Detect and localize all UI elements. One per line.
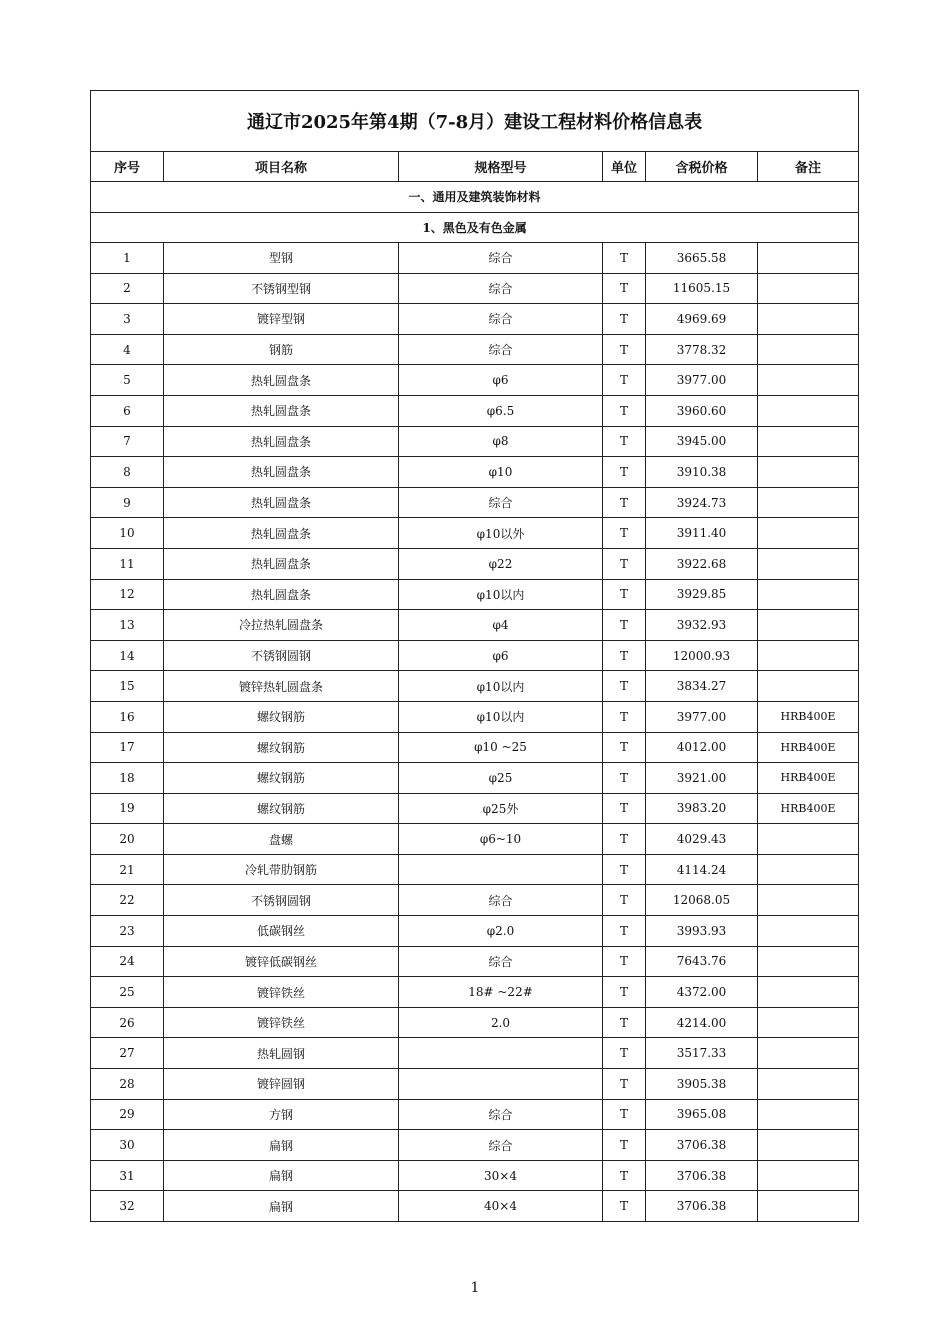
cell-name: 镀锌圆钢 xyxy=(164,1069,399,1100)
cell-name: 镀锌铁丝 xyxy=(164,1007,399,1038)
cell-remark xyxy=(758,243,859,274)
cell-spec: 2.0 xyxy=(399,1007,603,1038)
cell-spec: 综合 xyxy=(399,304,603,335)
cell-name: 冷轧带肋钢筋 xyxy=(164,854,399,885)
cell-spec: 综合 xyxy=(399,334,603,365)
cell-spec: φ6 xyxy=(399,365,603,396)
cell-remark xyxy=(758,426,859,457)
cell-spec: φ25 xyxy=(399,763,603,794)
cell-unit: T xyxy=(603,824,646,855)
cell-remark xyxy=(758,1038,859,1069)
header-price: 含税价格 xyxy=(646,152,758,182)
cell-name: 冷拉热轧圆盘条 xyxy=(164,610,399,641)
cell-seq: 9 xyxy=(91,487,164,518)
cell-remark xyxy=(758,304,859,335)
table-row xyxy=(91,1099,859,1130)
cell-seq: 25 xyxy=(91,977,164,1008)
cell-spec: 综合 xyxy=(399,1130,603,1161)
cell-name: 螺纹钢筋 xyxy=(164,793,399,824)
cell-remark xyxy=(758,1191,859,1222)
cell-price: 3910.38 xyxy=(646,457,758,488)
table-row xyxy=(91,610,859,641)
cell-unit: T xyxy=(603,977,646,1008)
cell-seq: 5 xyxy=(91,365,164,396)
cell-name: 低碳钢丝 xyxy=(164,916,399,947)
cell-name: 热轧圆盘条 xyxy=(164,457,399,488)
cell-remark xyxy=(758,548,859,579)
table-title: 通辽市2025年第4期（7-8月）建设工程材料价格信息表 xyxy=(91,91,859,152)
cell-remark: HRB400E xyxy=(758,763,859,794)
cell-price: 3945.00 xyxy=(646,426,758,457)
cell-spec: φ10以内 xyxy=(399,701,603,732)
table-row xyxy=(91,579,859,610)
cell-price: 4114.24 xyxy=(646,854,758,885)
table-row xyxy=(91,548,859,579)
cell-name: 镀锌热轧圆盘条 xyxy=(164,671,399,702)
cell-price: 3924.73 xyxy=(646,487,758,518)
page-number: 1 xyxy=(470,1280,480,1296)
cell-seq: 16 xyxy=(91,701,164,732)
cell-remark xyxy=(758,1069,859,1100)
cell-seq: 4 xyxy=(91,334,164,365)
cell-name: 钢筋 xyxy=(164,334,399,365)
cell-unit: T xyxy=(603,548,646,579)
cell-unit: T xyxy=(603,1007,646,1038)
cell-name: 热轧圆钢 xyxy=(164,1038,399,1069)
table-row xyxy=(91,426,859,457)
cell-unit: T xyxy=(603,1191,646,1222)
cell-price: 12000.93 xyxy=(646,640,758,671)
cell-unit: T xyxy=(603,946,646,977)
cell-seq: 27 xyxy=(91,1038,164,1069)
cell-remark xyxy=(758,1130,859,1161)
cell-unit: T xyxy=(603,1099,646,1130)
cell-unit: T xyxy=(603,793,646,824)
cell-seq: 6 xyxy=(91,395,164,426)
cell-name: 热轧圆盘条 xyxy=(164,487,399,518)
cell-spec: 30×4 xyxy=(399,1160,603,1191)
cell-spec: φ10以内 xyxy=(399,579,603,610)
cell-name: 型钢 xyxy=(164,243,399,274)
cell-price: 3834.27 xyxy=(646,671,758,702)
cell-spec xyxy=(399,1069,603,1100)
cell-seq: 14 xyxy=(91,640,164,671)
cell-unit: T xyxy=(603,1038,646,1069)
cell-name: 热轧圆盘条 xyxy=(164,579,399,610)
cell-seq: 1 xyxy=(91,243,164,274)
cell-price: 3517.33 xyxy=(646,1038,758,1069)
cell-price: 4969.69 xyxy=(646,304,758,335)
table-row xyxy=(91,457,859,488)
cell-unit: T xyxy=(603,273,646,304)
table-row xyxy=(91,1069,859,1100)
cell-unit: T xyxy=(603,671,646,702)
cell-spec: φ10以内 xyxy=(399,671,603,702)
cell-spec: 综合 xyxy=(399,946,603,977)
table-row xyxy=(91,977,859,1008)
cell-price: 7643.76 xyxy=(646,946,758,977)
cell-remark: HRB400E xyxy=(758,732,859,763)
cell-spec: φ22 xyxy=(399,548,603,579)
table-row xyxy=(91,1007,859,1038)
table-row xyxy=(91,304,859,335)
header-spec: 规格型号 xyxy=(399,152,603,182)
table-row xyxy=(91,273,859,304)
cell-unit: T xyxy=(603,854,646,885)
section-sub-title: 1、黑色及有色金属 xyxy=(91,212,859,243)
cell-unit: T xyxy=(603,334,646,365)
cell-unit: T xyxy=(603,701,646,732)
cell-spec: 综合 xyxy=(399,487,603,518)
cell-seq: 17 xyxy=(91,732,164,763)
cell-name: 热轧圆盘条 xyxy=(164,518,399,549)
cell-remark xyxy=(758,579,859,610)
section-main-title: 一、通用及建筑装饰材料 xyxy=(91,182,859,213)
cell-remark xyxy=(758,273,859,304)
cell-seq: 30 xyxy=(91,1130,164,1161)
header-unit: 单位 xyxy=(603,152,646,182)
cell-price: 3706.38 xyxy=(646,1191,758,1222)
cell-seq: 10 xyxy=(91,518,164,549)
table-row xyxy=(91,365,859,396)
cell-name: 不锈钢圆钢 xyxy=(164,640,399,671)
cell-seq: 21 xyxy=(91,854,164,885)
cell-remark xyxy=(758,977,859,1008)
cell-seq: 11 xyxy=(91,548,164,579)
cell-unit: T xyxy=(603,304,646,335)
cell-unit: T xyxy=(603,487,646,518)
table-row xyxy=(91,487,859,518)
header-seq: 序号 xyxy=(91,152,164,182)
cell-remark xyxy=(758,946,859,977)
cell-price: 3977.00 xyxy=(646,701,758,732)
cell-spec: φ10 xyxy=(399,457,603,488)
cell-remark: HRB400E xyxy=(758,793,859,824)
cell-unit: T xyxy=(603,640,646,671)
cell-seq: 28 xyxy=(91,1069,164,1100)
cell-seq: 18 xyxy=(91,763,164,794)
cell-spec: 综合 xyxy=(399,885,603,916)
cell-remark xyxy=(758,916,859,947)
table-body xyxy=(91,182,859,1222)
table-row xyxy=(91,395,859,426)
cell-seq: 20 xyxy=(91,824,164,855)
cell-remark xyxy=(758,1007,859,1038)
cell-price: 3665.58 xyxy=(646,243,758,274)
cell-price: 3932.93 xyxy=(646,610,758,641)
cell-price: 4029.43 xyxy=(646,824,758,855)
table-row xyxy=(91,854,859,885)
cell-unit: T xyxy=(603,518,646,549)
cell-unit: T xyxy=(603,610,646,641)
cell-seq: 22 xyxy=(91,885,164,916)
cell-remark xyxy=(758,1099,859,1130)
cell-unit: T xyxy=(603,365,646,396)
table-row xyxy=(91,334,859,365)
cell-seq: 13 xyxy=(91,610,164,641)
cell-price: 3960.60 xyxy=(646,395,758,426)
price-table xyxy=(90,90,859,1222)
cell-name: 热轧圆盘条 xyxy=(164,548,399,579)
cell-seq: 8 xyxy=(91,457,164,488)
table-row xyxy=(91,243,859,274)
section-row-main xyxy=(91,182,859,213)
cell-price: 3921.00 xyxy=(646,763,758,794)
table-row xyxy=(91,1191,859,1222)
cell-unit: T xyxy=(603,1130,646,1161)
header-remark: 备注 xyxy=(758,152,859,182)
cell-spec: φ6~10 xyxy=(399,824,603,855)
cell-seq: 2 xyxy=(91,273,164,304)
cell-name: 热轧圆盘条 xyxy=(164,365,399,396)
cell-spec: φ8 xyxy=(399,426,603,457)
cell-seq: 24 xyxy=(91,946,164,977)
cell-seq: 31 xyxy=(91,1160,164,1191)
cell-spec: 综合 xyxy=(399,243,603,274)
cell-price: 3905.38 xyxy=(646,1069,758,1100)
cell-remark xyxy=(758,1160,859,1191)
cell-seq: 12 xyxy=(91,579,164,610)
cell-unit: T xyxy=(603,579,646,610)
table-row xyxy=(91,701,859,732)
cell-spec: φ2.0 xyxy=(399,916,603,947)
cell-price: 4214.00 xyxy=(646,1007,758,1038)
cell-remark xyxy=(758,518,859,549)
table-row xyxy=(91,518,859,549)
table-row xyxy=(91,671,859,702)
cell-spec: φ10以外 xyxy=(399,518,603,549)
cell-remark xyxy=(758,395,859,426)
cell-remark xyxy=(758,334,859,365)
cell-seq: 7 xyxy=(91,426,164,457)
cell-seq: 19 xyxy=(91,793,164,824)
cell-price: 3965.08 xyxy=(646,1099,758,1130)
cell-name: 镀锌型钢 xyxy=(164,304,399,335)
cell-seq: 26 xyxy=(91,1007,164,1038)
cell-unit: T xyxy=(603,732,646,763)
cell-spec: φ4 xyxy=(399,610,603,641)
cell-name: 扁钢 xyxy=(164,1191,399,1222)
section-row-sub xyxy=(91,212,859,243)
cell-unit: T xyxy=(603,395,646,426)
cell-name: 螺纹钢筋 xyxy=(164,732,399,763)
table-row xyxy=(91,732,859,763)
cell-name: 方钢 xyxy=(164,1099,399,1130)
cell-spec: φ6.5 xyxy=(399,395,603,426)
header-row xyxy=(91,152,859,182)
table-row xyxy=(91,824,859,855)
cell-spec: φ10 ~25 xyxy=(399,732,603,763)
table-row xyxy=(91,1160,859,1191)
cell-price: 3706.38 xyxy=(646,1160,758,1191)
cell-spec: 综合 xyxy=(399,1099,603,1130)
cell-remark xyxy=(758,854,859,885)
cell-seq: 3 xyxy=(91,304,164,335)
cell-spec xyxy=(399,854,603,885)
cell-name: 扁钢 xyxy=(164,1130,399,1161)
cell-price: 11605.15 xyxy=(646,273,758,304)
cell-spec: 40×4 xyxy=(399,1191,603,1222)
cell-price: 12068.05 xyxy=(646,885,758,916)
cell-name: 盘螺 xyxy=(164,824,399,855)
cell-seq: 29 xyxy=(91,1099,164,1130)
cell-price: 3983.20 xyxy=(646,793,758,824)
cell-remark xyxy=(758,640,859,671)
title-row xyxy=(91,91,859,152)
cell-price: 4372.00 xyxy=(646,977,758,1008)
cell-unit: T xyxy=(603,426,646,457)
cell-unit: T xyxy=(603,457,646,488)
table-row xyxy=(91,793,859,824)
cell-unit: T xyxy=(603,1069,646,1100)
table-row xyxy=(91,1038,859,1069)
cell-name: 螺纹钢筋 xyxy=(164,763,399,794)
cell-name: 不锈钢型钢 xyxy=(164,273,399,304)
cell-remark xyxy=(758,365,859,396)
cell-remark xyxy=(758,457,859,488)
cell-name: 镀锌铁丝 xyxy=(164,977,399,1008)
cell-price: 3929.85 xyxy=(646,579,758,610)
cell-remark xyxy=(758,487,859,518)
cell-price: 3706.38 xyxy=(646,1130,758,1161)
cell-price: 3922.68 xyxy=(646,548,758,579)
cell-remark xyxy=(758,610,859,641)
cell-name: 热轧圆盘条 xyxy=(164,395,399,426)
cell-remark xyxy=(758,824,859,855)
cell-spec xyxy=(399,1038,603,1069)
table-row xyxy=(91,1130,859,1161)
cell-remark xyxy=(758,671,859,702)
cell-seq: 32 xyxy=(91,1191,164,1222)
table-row xyxy=(91,763,859,794)
cell-seq: 23 xyxy=(91,916,164,947)
cell-remark: HRB400E xyxy=(758,701,859,732)
cell-name: 热轧圆盘条 xyxy=(164,426,399,457)
cell-spec: φ6 xyxy=(399,640,603,671)
cell-seq: 15 xyxy=(91,671,164,702)
cell-unit: T xyxy=(603,243,646,274)
cell-unit: T xyxy=(603,1160,646,1191)
cell-name: 不锈钢圆钢 xyxy=(164,885,399,916)
cell-price: 4012.00 xyxy=(646,732,758,763)
table-row xyxy=(91,640,859,671)
cell-spec: φ25外 xyxy=(399,793,603,824)
table-row xyxy=(91,946,859,977)
cell-unit: T xyxy=(603,763,646,794)
cell-price: 3977.00 xyxy=(646,365,758,396)
cell-name: 镀锌低碳钢丝 xyxy=(164,946,399,977)
table-row xyxy=(91,916,859,947)
cell-spec: 18# ~22# xyxy=(399,977,603,1008)
cell-price: 3911.40 xyxy=(646,518,758,549)
cell-unit: T xyxy=(603,885,646,916)
table-row xyxy=(91,885,859,916)
cell-price: 3778.32 xyxy=(646,334,758,365)
cell-remark xyxy=(758,885,859,916)
cell-name: 螺纹钢筋 xyxy=(164,701,399,732)
cell-price: 3993.93 xyxy=(646,916,758,947)
header-name: 项目名称 xyxy=(164,152,399,182)
cell-name: 扁钢 xyxy=(164,1160,399,1191)
cell-spec: 综合 xyxy=(399,273,603,304)
cell-unit: T xyxy=(603,916,646,947)
